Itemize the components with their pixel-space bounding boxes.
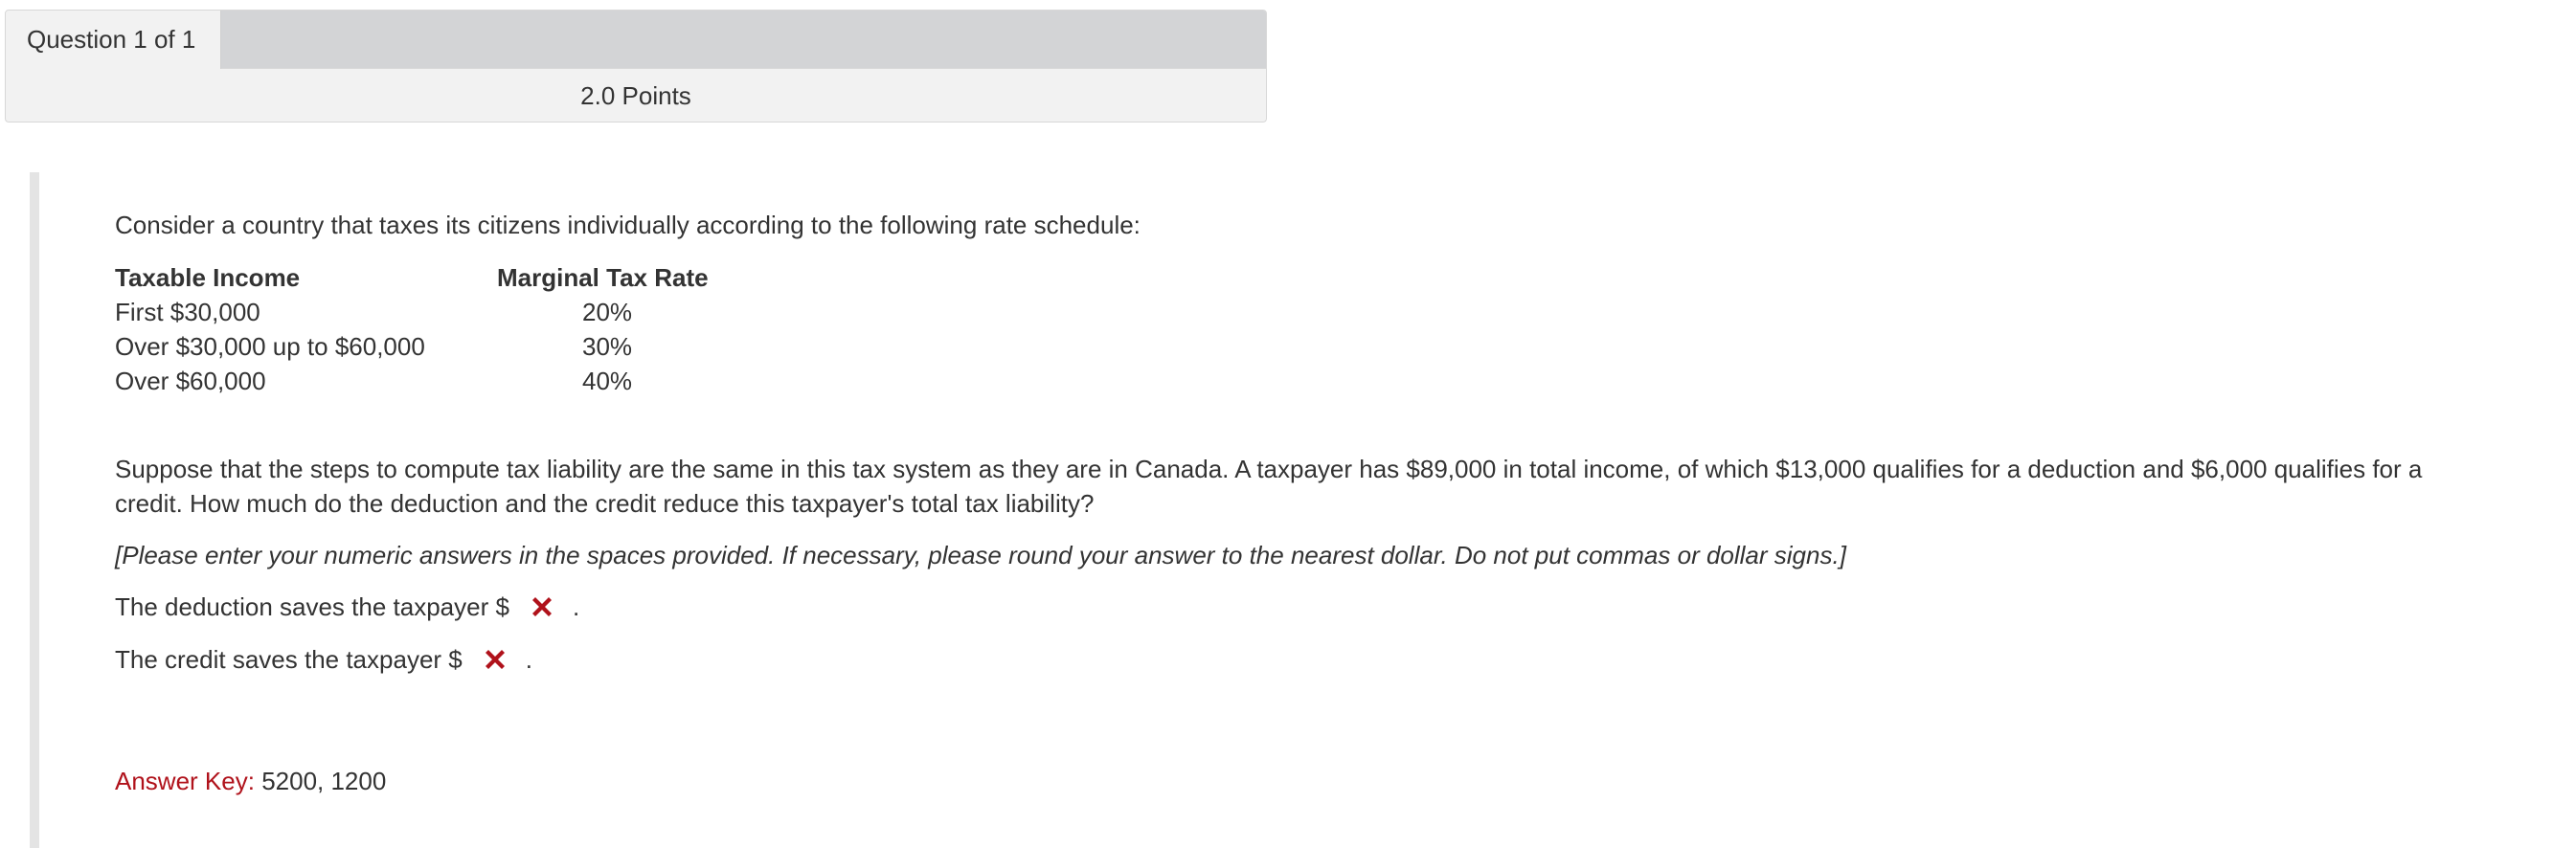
question-header-bar: [6, 11, 1266, 69]
deduction-answer-line: [115, 590, 579, 624]
points-label: 2.0 Points: [580, 81, 691, 110]
table-row: [115, 364, 881, 398]
question-intro: Consider a country that taxes its citizens individually according to the following rate schedule:: [115, 211, 1141, 239]
answer-key: [115, 764, 386, 798]
question-header: [5, 10, 1267, 123]
credit-answer-suffix: .: [525, 645, 532, 674]
question-tab[interactable]: [6, 11, 221, 69]
credit-answer-prefix: The credit saves the taxpayer $: [115, 645, 463, 674]
answer-key-label: Answer Key:: [115, 767, 255, 795]
table-row: [115, 295, 881, 329]
question-body: [30, 172, 2539, 848]
header-marginal-tax-rate: Marginal Tax Rate: [497, 263, 709, 292]
tax-rate: 20%: [582, 298, 633, 326]
answer-key-value: 5200, 1200: [261, 767, 387, 795]
header-taxable-income: Taxable Income: [115, 263, 301, 292]
tax-rate: 30%: [582, 332, 633, 361]
table-row: [115, 329, 881, 364]
income-bracket: First $30,000: [115, 298, 260, 326]
incorrect-x-icon: [529, 593, 555, 620]
tax-rate: 40%: [582, 367, 633, 395]
incorrect-x-icon: [482, 646, 508, 673]
rate-schedule-table: [115, 260, 881, 398]
question-tab-label: Question 1 of 1: [27, 25, 196, 54]
question-instructions: [Please enter your numeric answers in the spaces provided. If necessary, please round your answer to the nearest dollar. Do not put commas or dollar signs.]: [115, 541, 1846, 569]
table-header-row: [115, 260, 881, 295]
deduction-answer-suffix: .: [572, 592, 580, 621]
income-bracket: Over $60,000: [115, 367, 266, 395]
deduction-answer-prefix: The deduction saves the taxpayer $: [115, 592, 509, 621]
credit-answer-line: [115, 642, 532, 677]
question-paragraph: Suppose that the steps to compute tax liability are the same in this tax system as they are in Canada. A taxpayer has $89,000 in total income, of which $13,000 qualifies for a deduction and $6,000 qualifies for a credit. How much do the deduction and the credit reduce this taxpayer's total tax liability?: [115, 455, 2423, 518]
income-bracket: Over $30,000 up to $60,000: [115, 332, 425, 361]
